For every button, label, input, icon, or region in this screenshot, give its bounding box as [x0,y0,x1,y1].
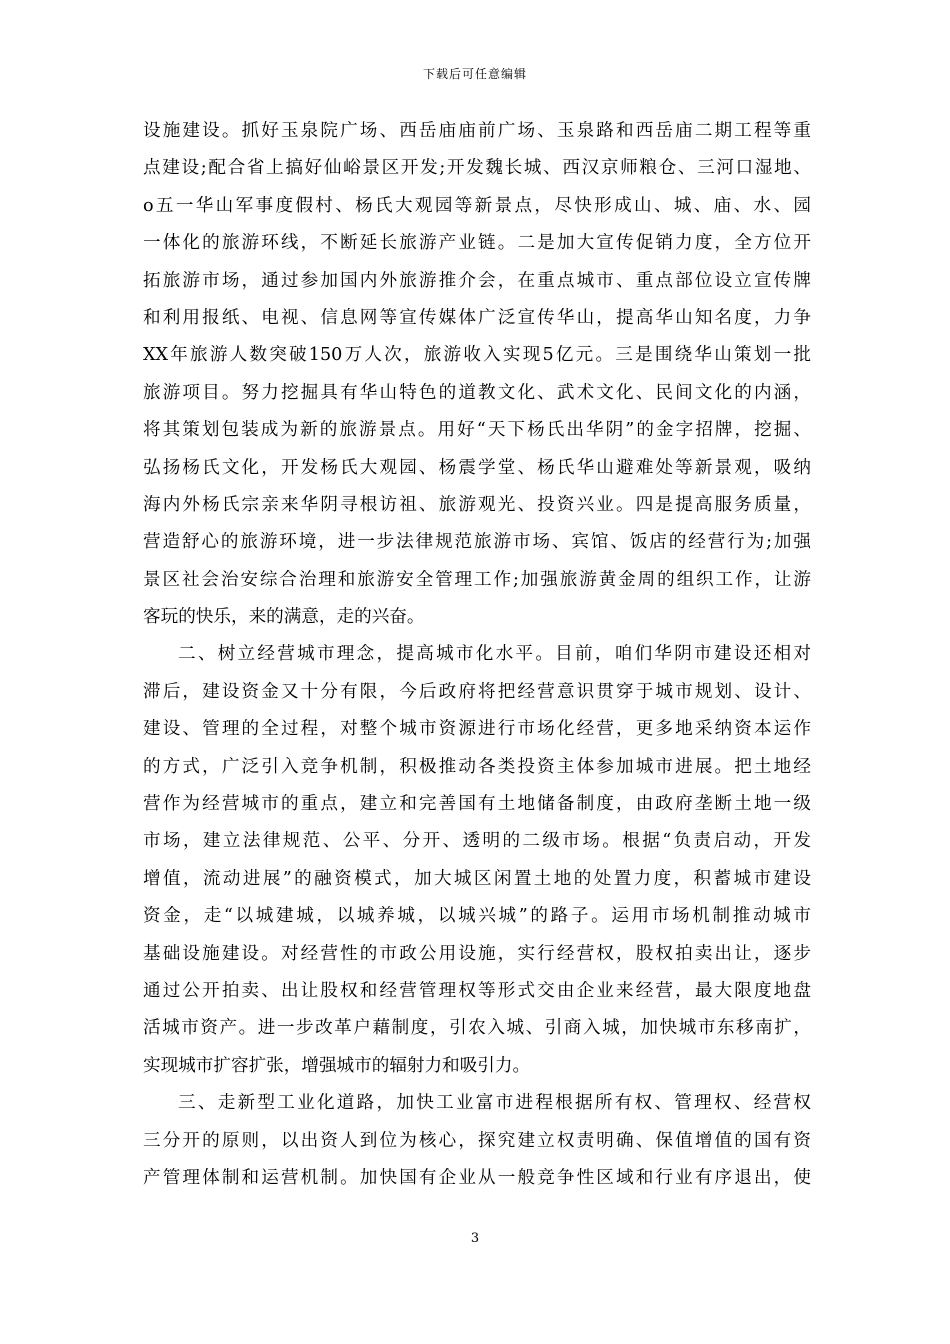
text-line: o五一华山军事度假村、杨氏大观园等新景点，尽快形成山、城、庙、水、园 [143,195,811,216]
text-line: 基础设施建设。对经营性的市政公用设施，实行经营权，股权拍卖出让，逐步 [143,943,811,964]
text-line: 滞后，建设资金又十分有限，今后政府将把经营意识贯穿于城市规划、设计、 [143,681,811,702]
text-line: 活城市资产。进一步改革户藉制度，引农入城、引商入城，加快城市东移南扩， [143,1018,811,1039]
text-line: 产管理体制和运营机制。加快国有企业从一般竞争性区域和行业有序退出，使 [143,1167,811,1188]
text-line: 设施建设。抓好玉泉院广场、西岳庙庙前广场、玉泉路和西岳庙二期工程等重 [143,121,811,141]
text-line: 景区社会治安综合治理和旅游安全管理工作;加强旅游黄金周的组织工作，让游 [143,569,811,590]
text-line: 建设、管理的全过程，对整个城市资源进行市场化经营，更多地采纳资本运作 [143,719,811,740]
text-line: XX年旅游人数突破150万人次，旅游收入实现5亿元。三是围绕华山策划一批 [143,345,811,366]
text-line: 一体化的旅游环线，不断延长旅游产业链。二是加大宣传促销力度，全方位开 [143,233,811,254]
text-line: 资金，走“以城建城，以城养城，以城兴城”的路子。运用市场机制推动城市 [143,906,811,927]
text-line: 三分开的原则，以出资人到位为核心，探究建立权责明确、保值增值的国有资 [143,1130,811,1151]
page-header: 下载后可任意编辑 [422,67,527,81]
text-line: 将其策划包装成为新的旅游景点。用好“天下杨氏出华阴”的金字招牌，挖掘、 [143,420,811,441]
text-line: 营造舒心的旅游环境，进一步法律规范旅游市场、宾馆、饭店的经营行为;加强 [143,532,811,553]
text-line: 客玩的快乐，来的满意，走的兴奋。 [143,607,425,628]
text-line: 通过公开拍卖、出让股权和经营管理权等形式交由企业来经营，最大限度地盘 [143,980,811,1001]
text-line: 市场，建立法律规范、公平、分开、透明的二级市场。根据“负责启动，开发 [143,831,811,852]
paragraph-start-line: 三、走新型工业化道路，加快工业富市进程根据所有权、管理权、经营权 [178,1093,811,1114]
paragraph-start-line: 二、树立经营城市理念，提高城市化水平。目前，咱们华阴市建设还相对 [178,644,811,665]
text-line: 实现城市扩容扩张，增强城市的辐射力和吸引力。 [143,1055,531,1076]
text-line: 点建设;配合省上搞好仙峪景区开发;开发魏长城、西汉京师粮仓、三河口湿地、 [143,158,811,179]
document-body [143,113,811,1197]
text-line: 增值，流动进展”的融资模式，加大城区闲置土地的处置力度，积蓄城市建设 [143,868,811,889]
text-line: 和利用报纸、电视、信息网等宣传媒体广泛宣传华山，提高华山知名度，力争 [143,307,811,328]
text-line: 旅游项目。努力挖掘具有华山特色的道教文化、武术文化、民间文化的内涵， [143,382,811,403]
text-line: 拓旅游市场，通过参加国内外旅游推介会，在重点城市、重点部位设立宣传牌 [143,270,811,291]
text-line: 的方式，广泛引入竞争机制，积极推动各类投资主体参加城市进展。把土地经 [143,756,811,777]
text-line: 弘扬杨氏文化，开发杨氏大观园、杨震学堂、杨氏华山避难处等新景观，吸纳 [143,457,811,478]
page-number: 3 [470,1231,480,1246]
text-line: 海内外杨氏宗亲来华阴寻根访祖、旅游观光、投资兴业。四是提高服务质量， [143,494,811,515]
text-line: 营作为经营城市的重点，建立和完善国有土地储备制度，由政府垄断土地一级 [143,794,811,815]
